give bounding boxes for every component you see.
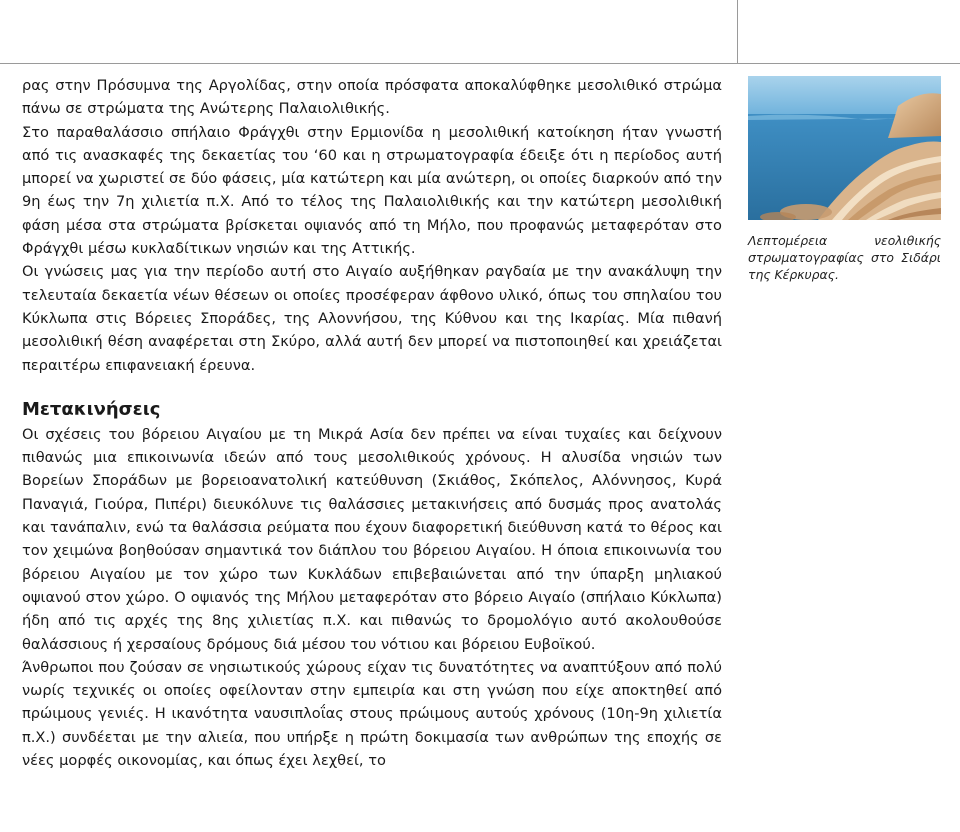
paragraph-aegean-sites: Οι γνώσεις μας για την περίοδο αυτή στο Αιγαίο αυξήθηκαν ραγδαία με την ανακάλυψη την τελευταία δεκαετία νέων θέσεων οι οποίες προσέφεραν άφθονο υλικό, όπως του σπηλαίου του Κύκλωπα στις Βόρειες Σποράδες, της Αλοννήσου, της Κύθνου και της Ικαρίας. Μία πιθανή μεσολιθική θέση αναφέρεται στη Σκύρο, αλλά αυτή δεν μπορεί να πιστοποιηθεί και χρειάζεται περαιτέρω επιφανειακή έρευνα. [22,263,722,374]
sidari-stratigraphy-photo [748,76,941,220]
paragraph-relations: Οι σχέσεις του βόρειου Αιγαίου με τη Μικρά Ασία δεν πρέπει να είναι τυχαίες και δείχνουν πιθανώς μια επικοινωνία ιδεών από τους μεσολιθικούς χρόνους. Η αλυσίδα νησιών των Βορείων Σποράδων με βορειοανατολική κατεύθυνση (Σκιάθος, Σκόπελος, Αλόννησος, Κυρά Παναγιά, Γιούρα, Πιπέρι) διευκόλυνε τις θαλάσσιες μετακινήσεις από δυσμάς προς ανατολάς και τανάπαλιν, ενώ τα θαλάσσια ρεύματα που έχουν διαφορετική διεύθυνση κατά το θέρος και τον χειμώνα βοηθούσαν σημαντικά τον διάπλου του βόρειου Αιγαίου. Η όποια επικοινωνία του βόρειου Αιγαίου με τον χώρο των Κυκλάδων επιβεβαιώνεται από την ύπαρξη μηλιακού οψιανού στον χώρο. Ο οψιανός της Μήλου μεταφερόταν στο βόρειο Αιγαίο (σπήλαιο Κύκλωπα) ήδη από τις αρχές της 8ης χιλιετίας π.Χ. και πιθανώς το δρομολόγιο αυτό ακολουθούσε θαλάσσιους ή χερσαίους δρόμους διά μέσου του νότιου και βόρειου Ευβοϊκού. [22,425,722,653]
main-text-column [22,74,722,772]
paragraph-islanders: Άνθρωποι που ζούσαν σε νησιωτικούς χώρους είχαν τις δυνατότητες να αναπτύξουν από πολύ νωρίς τεχνικές οι οποίες οφείλονταν στην εμπειρία και στη γνώση που είχε αποκτηθεί από πρώιμους γενιές. Η ικανότητα ναυσιπλοΐας στους πρώιμους αυτούς χρόνους (10η-9η χιλιετία π.Χ.) συνδέεται με την αλιεία, που υπήρξε η πρώτη δοκιμασία των ανθρώπων της εποχής σε νέες μορφές οικονομίας, και όπως έχει λεχθεί, το [22,658,722,770]
figure-caption: Λεπτομέρεια νεολιθικής στρωματογραφίας στο Σιδάρι της Κέρκυρας. [748,233,941,282]
section-heading: Μετακινήσεις [22,398,161,420]
margin-rule [737,0,738,64]
paragraph-prosymna: ρας στην Πρόσυμνα της Αργολίδας, στην οποία πρόσφατα αποκαλύφθηκε μεσολιθικό στρώμα πάνω σε στρώματα της Ανώτερης Παλαιολιθικής. [22,77,722,118]
header-rule [0,63,960,64]
paragraph-franchthi: Στο παραθαλάσσιο σπήλαιο Φράγχθι στην Ερμιονίδα η μεσολιθική κατοίκηση ήταν γνωστή από τις ανασκαφές της δεκαετίας του ‘60 και η στρωματογραφία έδειξε ότι η περίοδος αυτή μπορεί να χωριστεί σε δύο φάσεις, μία κατώτερη και μία ανώτερη, οι οποίες διαρκούν από την 9η έως την 7η χιλιετία π.Χ. Από το τέλος της Παλαιολιθικής και την κατώτερη μεσολιθική φάση μέσα στα στρώματα βρίσκεται οψιανός από τη Μήλο, που προφανώς μεταφερόταν στο Φράγχθι μέσω κυκλαδίτικων νησιών και της Αττικής. [22,123,722,258]
